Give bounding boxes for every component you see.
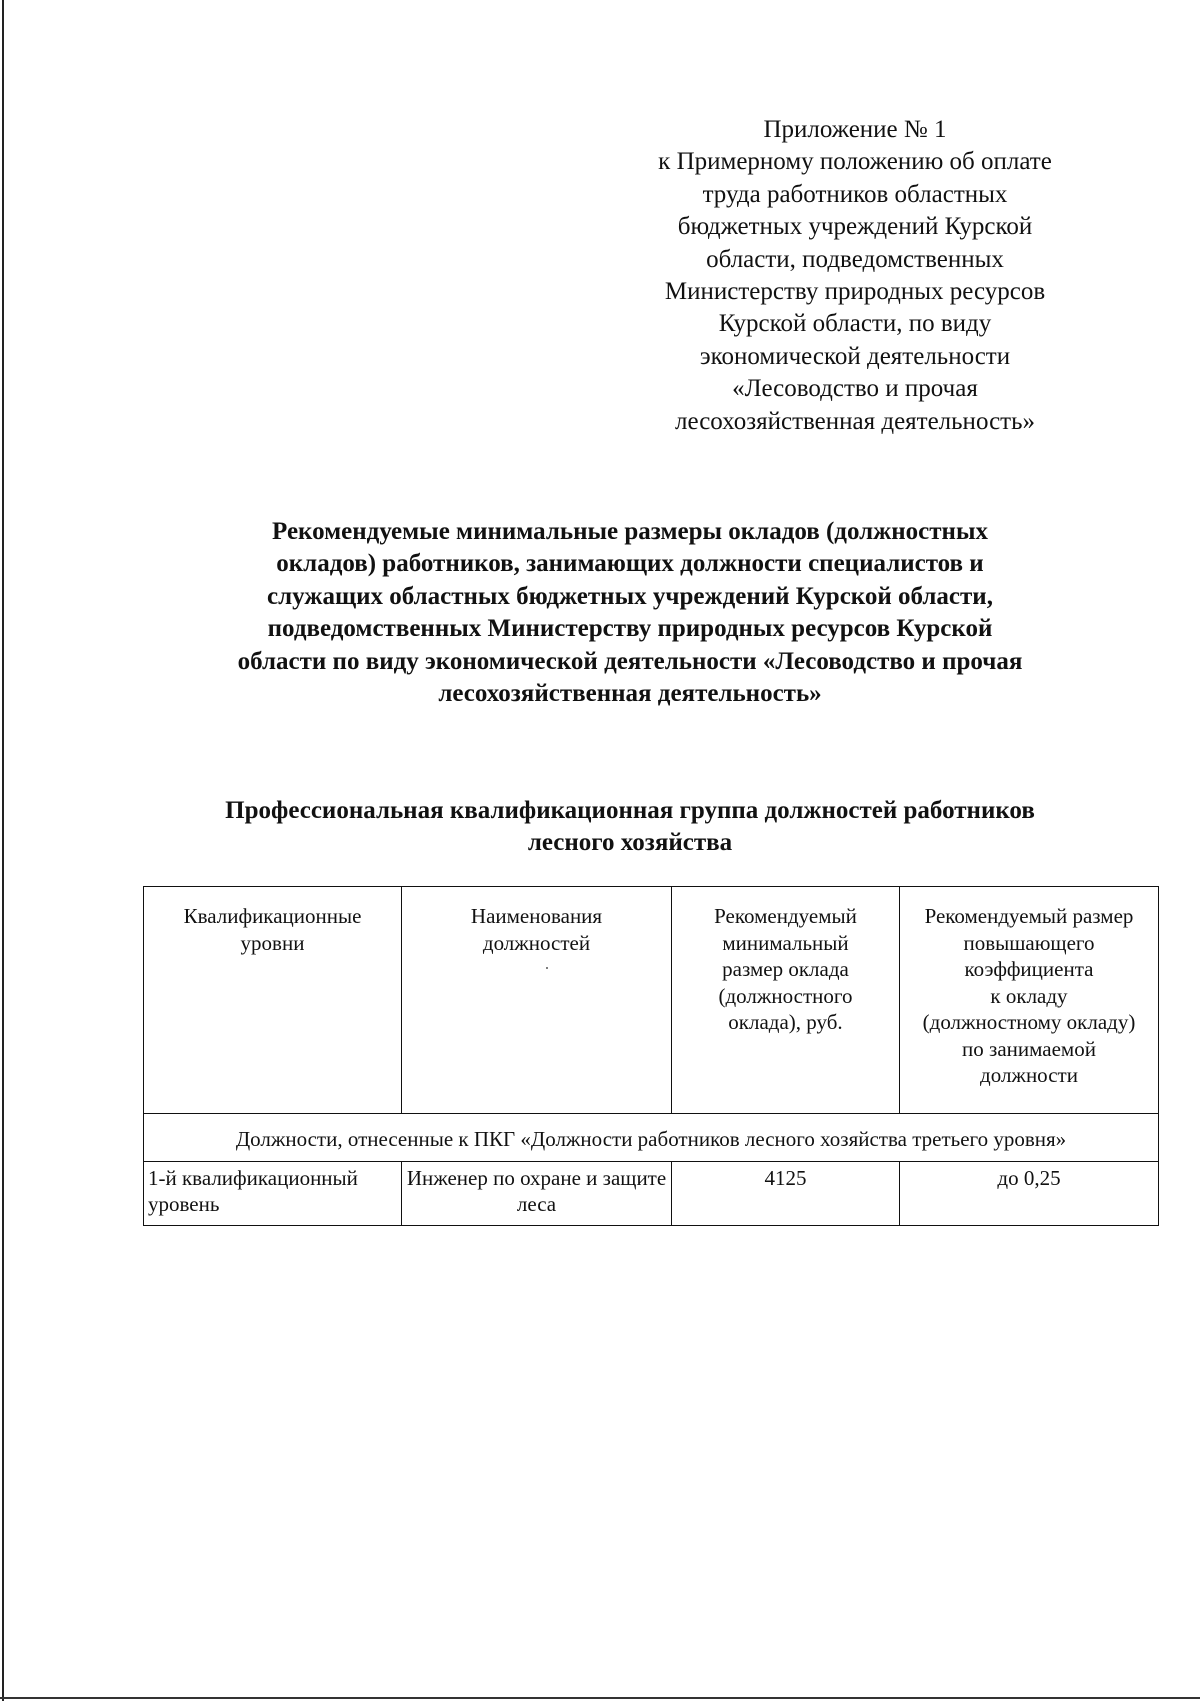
scan-edge-left bbox=[2, 0, 4, 1701]
appendix-line: Курской области, по виду bbox=[718, 310, 992, 338]
header-coefficient: Рекомендуемый размер повышающего коэффициента к окладу (должностному окладу) по занимаемой должности bbox=[900, 887, 1159, 1114]
appendix-line: «Лесоводство и прочая bbox=[732, 375, 978, 403]
appendix-line: лесохозяйственная деятельность» bbox=[675, 407, 1035, 435]
cell-qualification-level: 1-й квалификационный уровень bbox=[144, 1161, 402, 1225]
cell-coefficient: до 0,25 bbox=[900, 1161, 1159, 1225]
scan-edge-bottom bbox=[0, 1697, 1200, 1699]
salary-table bbox=[143, 886, 1159, 1226]
appendix-line: Министерству природных ресурсов bbox=[664, 278, 1046, 306]
appendix-line: экономической деятельности bbox=[699, 342, 1011, 370]
section-heading-line: Профессиональная квалификационная группа должностей работников bbox=[225, 797, 1035, 824]
section-heading bbox=[140, 795, 1120, 860]
section-heading-line: лесного хозяйства bbox=[527, 829, 733, 857]
header-position-names: Наименования должностей bbox=[402, 887, 672, 1114]
appendix-line: к Примерному положению об оплате bbox=[658, 148, 1052, 176]
table-group-row bbox=[144, 1114, 1159, 1162]
table-header-row bbox=[144, 887, 1159, 1114]
appendix-line: области, подведомственных bbox=[706, 245, 1004, 273]
appendix-line: Приложение № 1 bbox=[763, 116, 947, 143]
group-row-label: Должности, отнесенные к ПКГ «Должности работников лесного хозяйства третьего уровня» bbox=[144, 1114, 1159, 1162]
title-line: окладов) работников, занимающих должности специалистов и bbox=[276, 550, 984, 578]
header-min-salary: Рекомендуемый минимальный размер оклада (должностного оклада), руб. bbox=[672, 887, 900, 1114]
title-line: лесохозяйственная деятельность» bbox=[438, 680, 822, 708]
cell-position-name: Инженер по охране и защите леса bbox=[402, 1161, 672, 1225]
title-line: Рекомендуемые минимальные размеры окладов (должностных bbox=[272, 518, 988, 545]
title-line: подведомственных Министерству природных ресурсов Курской bbox=[267, 615, 993, 643]
appendix-note bbox=[620, 114, 1090, 438]
header-qualification-levels: Квалификационные уровни bbox=[144, 887, 402, 1114]
document-title bbox=[140, 516, 1120, 710]
title-line: области по виду экономической деятельности «Лесоводство и прочая bbox=[237, 647, 1023, 675]
title-line: служащих областных бюджетных учреждений Курской области, bbox=[267, 582, 993, 610]
appendix-line: труда работников областных bbox=[702, 180, 1008, 208]
appendix-line: бюджетных учреждений Курской bbox=[677, 213, 1033, 241]
cell-min-salary: 4125 bbox=[672, 1161, 900, 1225]
table-row bbox=[144, 1161, 1159, 1225]
